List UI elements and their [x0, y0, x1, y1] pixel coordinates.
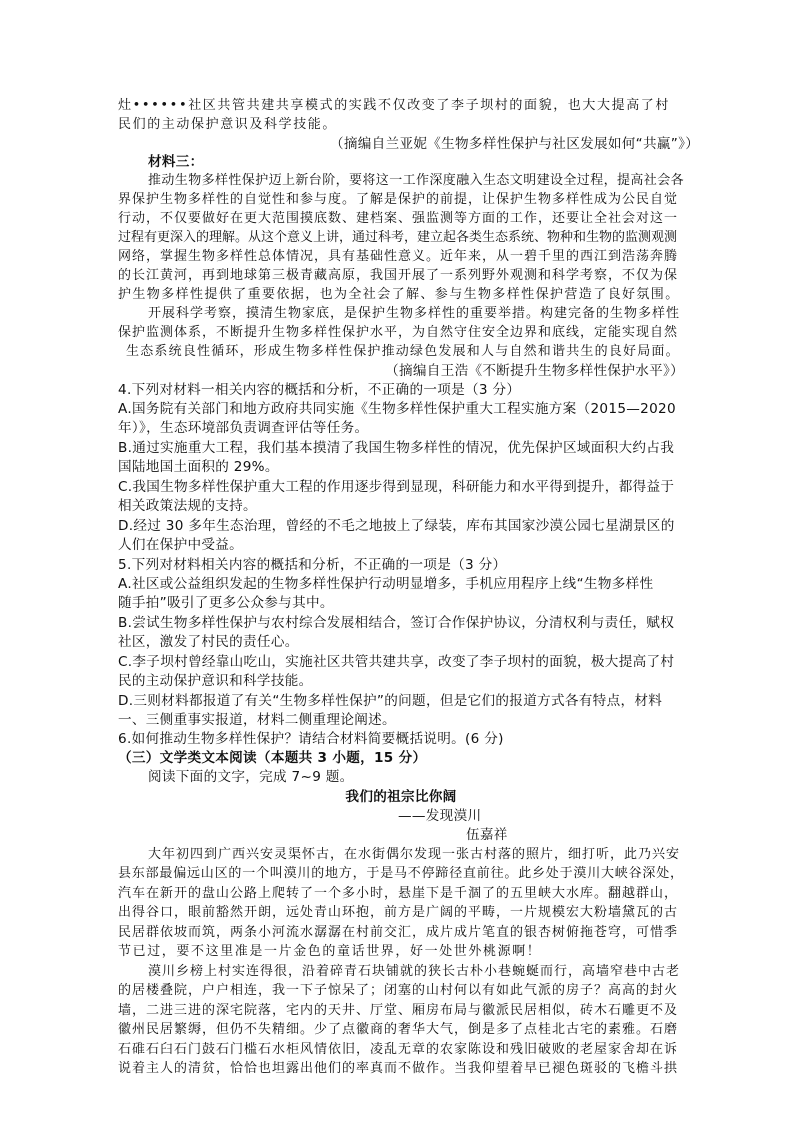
material2-line-1: 灶••••••社区共管共建共享模式的实践不仅改变了李子坝村的面貌，也大大提高了村: [118, 98, 671, 113]
article-para2-line: 说着主人的清贫，恰恰也坦露出他们的率真而不做作。当我仰望着早已褪色斑驳的飞檐斗拱: [118, 1061, 679, 1076]
article-para2-line: 墙，二进三进的深宅院落，宅内的天井、厅堂、厢房布局与徽派民居相似，砖木石雕更不及: [118, 1003, 679, 1018]
section3-instruction: 阅读下面的文字，完成 7~9 题。: [148, 769, 354, 785]
material2-source: （摘编自兰亚妮《生物多样性保护与社区发展如何“共赢”》）: [330, 136, 700, 152]
article-para2-line: 的居楼叠院，户户相连，我一下子惊呆了；闭塞的山村何以有如此气派的房子？高高的封火: [118, 983, 679, 998]
material3-para2-line: 开展科学考察，摸清生物家底，是保护生物多样性的重要举措。构建完备的生物多样性: [148, 306, 681, 321]
material3-para1-line: 推动生物多样性保护迈上新台阶，要将这一工作深度融入生态文明建设全过程，提高社会各: [148, 173, 685, 188]
material3-para1-line: 过程有更深入的理解。从这个意义上讲，通过科考，建立起各类生态系统、物种和生物的监测观测: [118, 230, 678, 245]
material3-para1-line: 的长江黄河，再到地球第三极青藏高原，我国开展了一系列野外观测和科学考察，不仅为保: [118, 268, 679, 283]
q5-stem: 5.下列对材料相关内容的概括和分析，不正确的一项是（3 分）: [118, 557, 507, 573]
material3-para2-line: 保护监测体系，不断提升生物多样性保护水平，为自然守住安全边界和底线，定能实现自然: [118, 325, 679, 340]
q4-option-a-cont: 年）》，生态环境部负责调查评估等任务。: [118, 420, 369, 436]
material3-para1-line: 界保护生物多样性的自觉性和参与度。了解是保护的前提，让保护生物多样性成为公民自觉: [118, 192, 679, 207]
q5-option-c: C.李子坝村曾经靠山吃山，实施社区共管共建共享，改变了李子坝村的面貌，极大提高了村: [118, 654, 675, 670]
article-para1-line: 大年初四到广西兴安灵渠怀古，在水街偶尔发现一张古村落的照片，细打听，此乃兴安: [148, 847, 681, 862]
material3-source: （摘编自王浩《不断提升生物多样性保护水平》）: [385, 363, 684, 379]
q4-option-d: D.经过 30 多年生态治理，曾经的不毛之地披上了绿装，库布其国家沙漠公园七星湖景区的: [118, 518, 675, 534]
article-author: 伍嘉祥: [466, 827, 508, 843]
article-para1-line: 县东部最偏远山区的一个叫漠川的地方，于是马不停蹄径直前往。此乡处于漠川大峡谷深处，: [118, 866, 684, 881]
article-para2-line: 漠川乡榜上村实连得很，沿着碎青石块铺就的狭长古朴小巷蜿蜒而行，高墙窄巷中古老: [148, 964, 681, 979]
q4-option-a: A.国务院有关部门和地方政府共同实施《生物多样性保护重大工程实施方案（2015—2020: [118, 401, 676, 417]
q4-option-c-cont: 相关政策法规的支持。: [118, 498, 257, 514]
q4-option-b-cont: 国陆地国土面积的 29%。: [118, 459, 279, 475]
material3-para1-line: 护生物多样性提供了重要依据，也为全社会了解、参与生物多样性保护营造了良好氛围。: [118, 287, 680, 302]
article-para1-line: 汽车在新开的盘山公路上爬转了一个多小时，悬崖下是千涸了的五里峡大水库。翻越群山，: [118, 886, 679, 901]
material2-line-2: 民们的主动保护意识及科学技能。: [118, 117, 338, 132]
q5-option-c-cont: 民的主动保护意识和科学技能。: [118, 673, 313, 689]
q4-option-b: B.通过实施重大工程，我们基本摸清了我国生物多样性的情况，优先保护区域面积大约占我: [118, 440, 675, 456]
section3-heading: （三）文学类文本阅读（本题共 3 小题，15 分）: [118, 750, 427, 766]
article-subtitle: ——发现漠川: [398, 808, 482, 824]
q5-option-d: D.三则材料都报道了有关“生物多样性保护”的问题，但是它们的报道方式各有特点，材料: [118, 693, 663, 709]
q5-option-a-cont: 随手拍”吸引了更多公众参与其中。: [118, 595, 334, 611]
q5-option-d-cont: 一、三侧重事实报道，材料二侧重理论阐述。: [118, 712, 396, 728]
q6-stem: 6.如何推动生物多样性保护？请结合材料简要概括说明。(6 分): [118, 731, 504, 747]
q5-option-b: B.尝试生物多样性保护与农村综合发展相结合，签订合作保护协议，分清权利与责任，赋权: [118, 615, 675, 631]
article-para1-line: 节已过，要不这里准是一片金色的童话世界，好一处世外桃源啊！: [118, 944, 542, 959]
article-para2-line: 石碓石臼石门鼓石门槛石水柜风情依旧，凌乱无章的农家陈设和残旧破败的老屋家舍却在诉: [118, 1042, 679, 1057]
q5-option-b-cont: 社区，激发了村民的责任心。: [118, 634, 299, 650]
material3-heading: 材料三：: [148, 154, 204, 170]
q4-stem: 4.下列对材料一相关内容的概括和分析，不正确的一项是（3 分）: [118, 382, 521, 398]
material3-para1-line: 网络，掌握生物多样性总体情况，具有基础性意义。近年来，从一碧千里的西江到浩荡奔腾: [118, 249, 679, 264]
material3-para2-line: 生态系统良性循环，形成生物多样性保护推动绿色发展和人与自然和谐共生的良好局面。: [126, 344, 680, 359]
q4-option-c: C.我国生物多样性保护重大工程的作用逐步得到显现，科研能力和水平得到提升，都得益于: [118, 479, 675, 495]
article-para1-line: 民居群依坡而筑，两条小河流水潺潺在村前交汇，成片成片笔直的银杏树俯拖苍穹，可惜季: [118, 925, 679, 940]
material3-para1-line: 行动，不仅要做好在更大范围摸底数、建档案、强监测等方面的工作，还要让全社会对这一: [118, 211, 679, 226]
q5-option-a: A.社区或公益组织发起的生物多样性保护行动明显增多，手机应用程序上线“生物多样性: [118, 576, 654, 592]
q4-option-d-cont: 人们在保护中受益。: [118, 537, 244, 553]
article-title: 我们的祖宗比你阔: [345, 789, 457, 805]
article-para2-line: 徽州民居繁缛，但仍不失精细。少了点徽商的奢华大气，倒是多了点桂北古宅的素雅。石磨: [118, 1022, 679, 1037]
article-para1-line: 出得谷口，眼前豁然开朗，远处青山环抱，前方是广阔的平畴，一片规模宏大粉墙黛瓦的古: [118, 905, 679, 920]
